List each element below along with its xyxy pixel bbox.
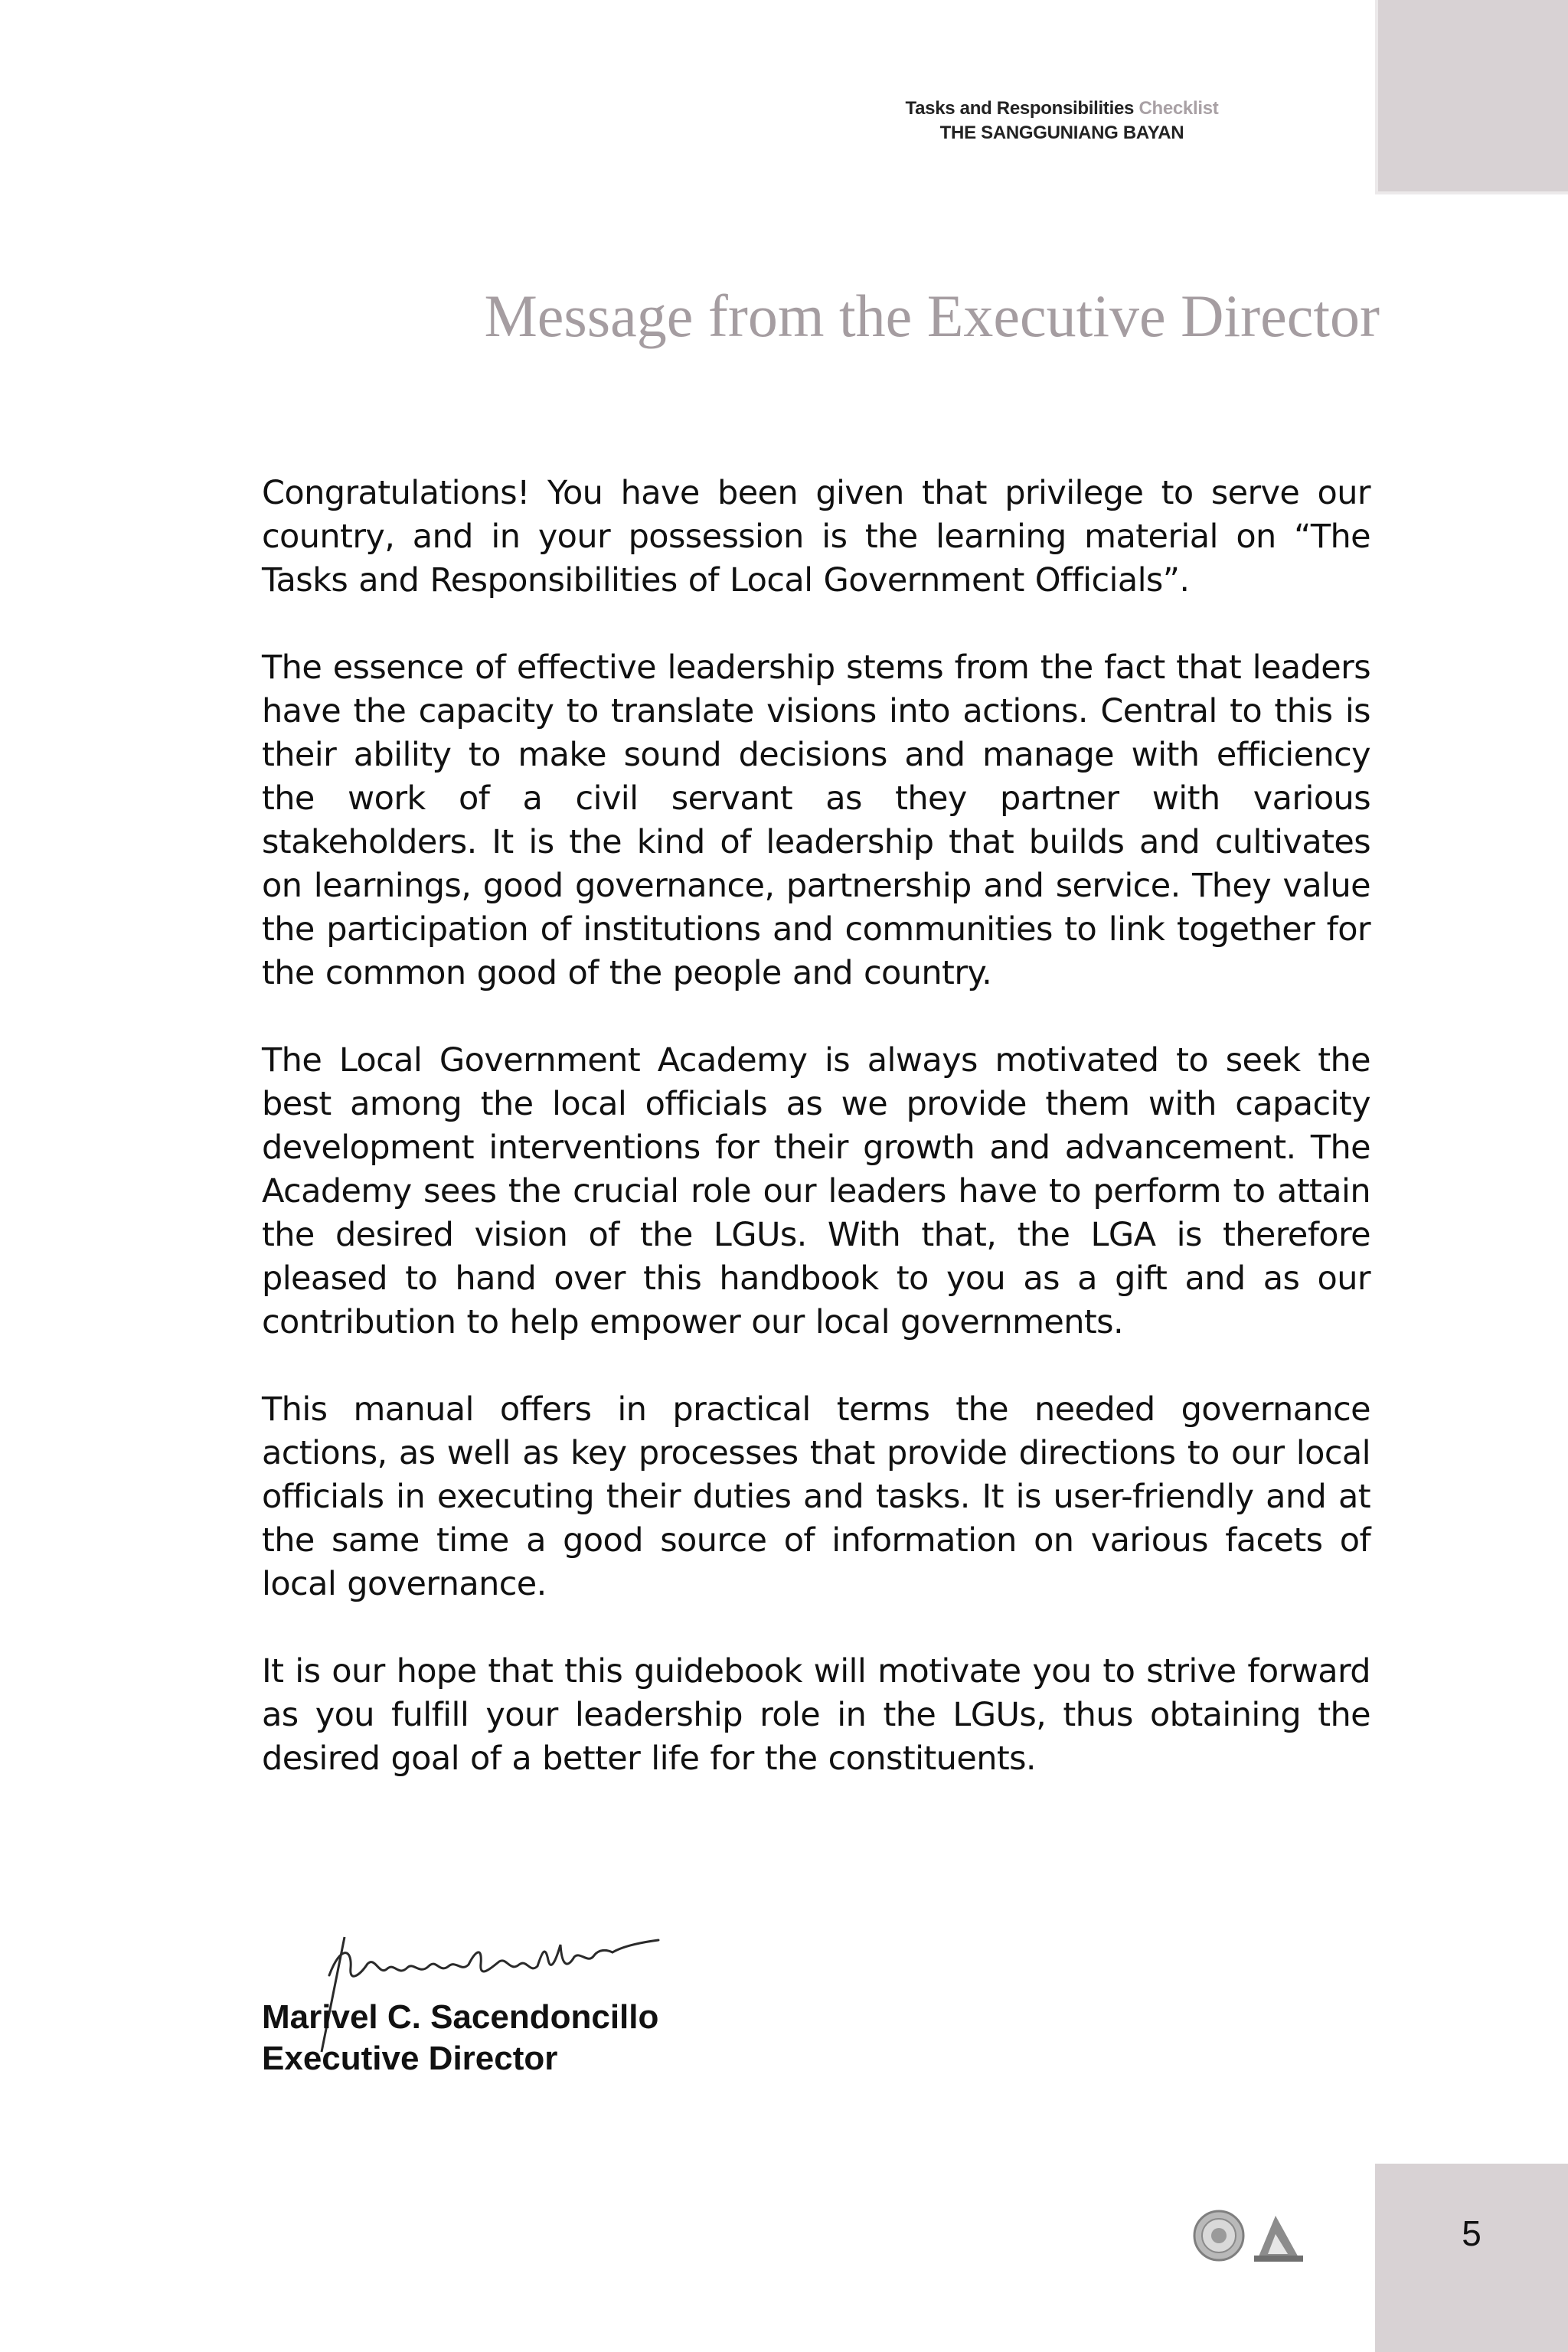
signatory-position: Executive Director	[262, 2040, 558, 2077]
header-title-accent: Checklist	[1138, 98, 1219, 119]
signatory-block	[262, 1997, 658, 2079]
running-header	[842, 96, 1282, 145]
footer-logos	[1193, 2205, 1308, 2266]
signatory-name: Marivel C. Sacendoncillo	[262, 1998, 659, 2036]
paragraph: It is our hope that this guidebook will motivate you to strive forward as you fulfill your leadership role in the LGUs, thus obtaining the desired goal of a better life for the constituents.	[262, 1652, 1370, 1778]
header-subtitle: THE SANGGUNIANG BAYAN	[939, 122, 1184, 143]
header-title: Tasks and Responsibilities	[905, 98, 1135, 119]
message-body	[262, 472, 1370, 1824]
page-title: Message from the Executive Director	[484, 283, 1380, 349]
paragraph: The essence of effective leadership stems from the fact that leaders have the capacity to translate visions into actions. Central to this is their ability to make sound decisions and manage with efficiency the work of a civil servant as they partner with various stakeholders. It is the kind of leadership that builds and cultivates on learnings, good governance, partnership and service. They value the participation of institutions and communities to link together for the common good of the people and country.	[262, 648, 1370, 992]
corner-decoration-bottom	[1375, 2164, 1568, 2352]
paragraph: This manual offers in practical terms the needed governance actions, as well as key processes that provide directions to our local officials in executing their duties and tasks. It is user-friendly and at the same time a good source of information on various facets of local governance.	[262, 1390, 1370, 1603]
page-number: 5	[1462, 2213, 1481, 2253]
corner-decoration-top	[1375, 0, 1568, 194]
paragraph: Congratulations! You have been given that privilege to serve our country, and in your possession is the learning material on “The Tasks and Responsibilities of Local Government Officials”.	[262, 474, 1370, 599]
paragraph: The Local Government Academy is always motivated to seek the best among the local officials as we provide them with capacity development interventions for their growth and advancement. The Academy sees the crucial role our leaders have to perform to attain the desired vision of the LGUs. With that, the LGA is therefore pleased to hand over this handbook to you as a gift and as our contribution to help empower our local governments.	[262, 1041, 1370, 1341]
seal-icon	[1194, 2211, 1243, 2260]
lga-logo-icon	[1254, 2216, 1303, 2262]
